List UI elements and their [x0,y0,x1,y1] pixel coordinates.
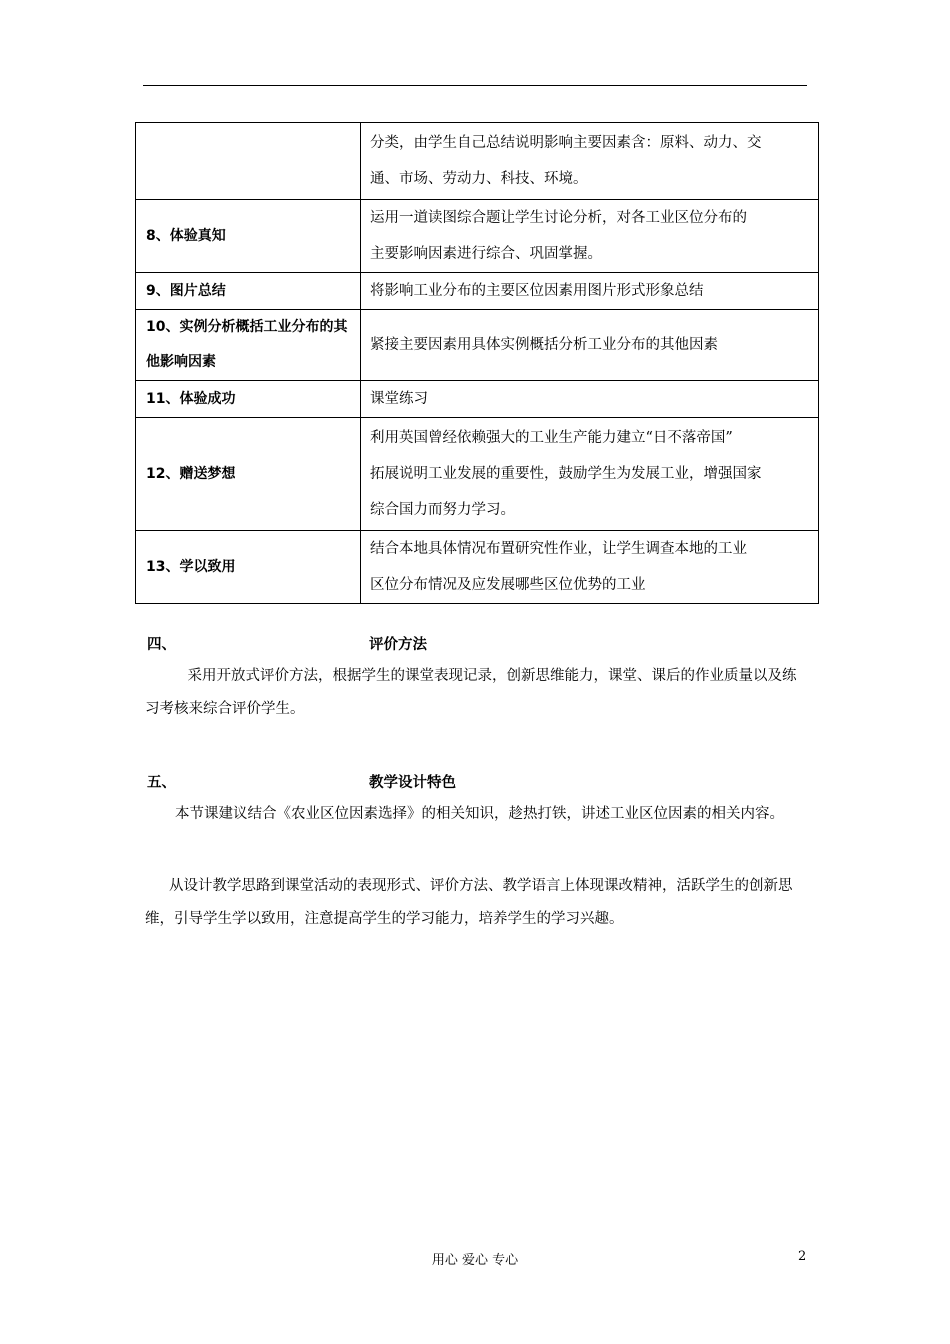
description-line: 将影响工业分布的主要区位因素用图片形式形象总结 [370,283,704,299]
section-heading-5 [147,771,456,792]
step-cell: 11、体验成功 [136,381,361,418]
step-cell: 10、实例分析概括工业分布的其他影响因素 [136,310,361,381]
description-cell [361,310,819,381]
description-cell [361,531,819,604]
section-number: 四、 [147,637,176,653]
footer-motto: 用心 爱心 专心 [431,1253,519,1268]
table-row [136,531,819,604]
step-cell: 9、图片总结 [136,273,361,310]
step-cell [136,123,361,200]
step-cell: 13、学以致用 [136,531,361,604]
step-cell: 12、赠送梦想 [136,418,361,531]
section-title: 教学设计特色 [369,775,456,791]
description-line: 紧接主要因素用具体实例概括分析工业分布的其他因素 [370,337,718,353]
description-line: 主要影响因素进行综合、巩固掌握。 [370,246,602,262]
section-heading-4 [147,633,427,654]
table-row [136,200,819,273]
description-cell [361,200,819,273]
description-line: 区位分布情况及应发展哪些区位优势的工业 [370,577,646,593]
description-line: 分类，由学生自己总结说明影响主要因素含：原料、动力、交 [370,135,762,151]
table-row [136,310,819,381]
table-row [136,418,819,531]
design-paragraph-1: 本节课建议结合《农业区位因素选择》的相关知识，趁热打铁，讲述工业区位因素的相关内容。 [175,806,784,822]
table-row [136,273,819,310]
description-line: 运用一道读图综合题让学生讨论分析，对各工业区位分布的 [370,210,747,226]
description-cell [361,273,819,310]
page-number: 2 [798,1249,807,1264]
description-line: 课堂练习 [370,391,428,407]
description-line: 综合国力而努力学习。 [370,502,515,518]
description-cell [361,381,819,418]
step-cell: 8、体验真知 [136,200,361,273]
lesson-steps-table [135,122,819,604]
description-line: 通、市场、劳动力、科技、环境。 [370,171,588,187]
description-cell [361,123,819,200]
section-title: 评价方法 [369,637,427,653]
description-line: 结合本地具体情况布置研究性作业，让学生调查本地的工业 [370,541,747,557]
description-cell [361,418,819,531]
table-row [136,381,819,418]
description-line: 拓展说明工业发展的重要性，鼓励学生为发展工业，增强国家 [370,466,762,482]
table-row [136,123,819,200]
section-number: 五、 [147,775,176,791]
design-paragraph-2: 从设计教学思路到课堂活动的表现形式、评价方法、教学语言上体现课改精神，活跃学生的创新思维，引导学生学以致用，注意提高学生的学习能力，培养学生的学习兴趣。 [145,878,793,927]
description-line: 利用英国曾经依赖强大的工业生产能力建立“日不落帝国” [370,430,733,446]
evaluation-paragraph: 采用开放式评价方法，根据学生的课堂表现记录，创新思维能力，课堂、课后的作业质量以及练习考核来综合评价学生。 [145,668,797,717]
header-rule [143,85,807,86]
